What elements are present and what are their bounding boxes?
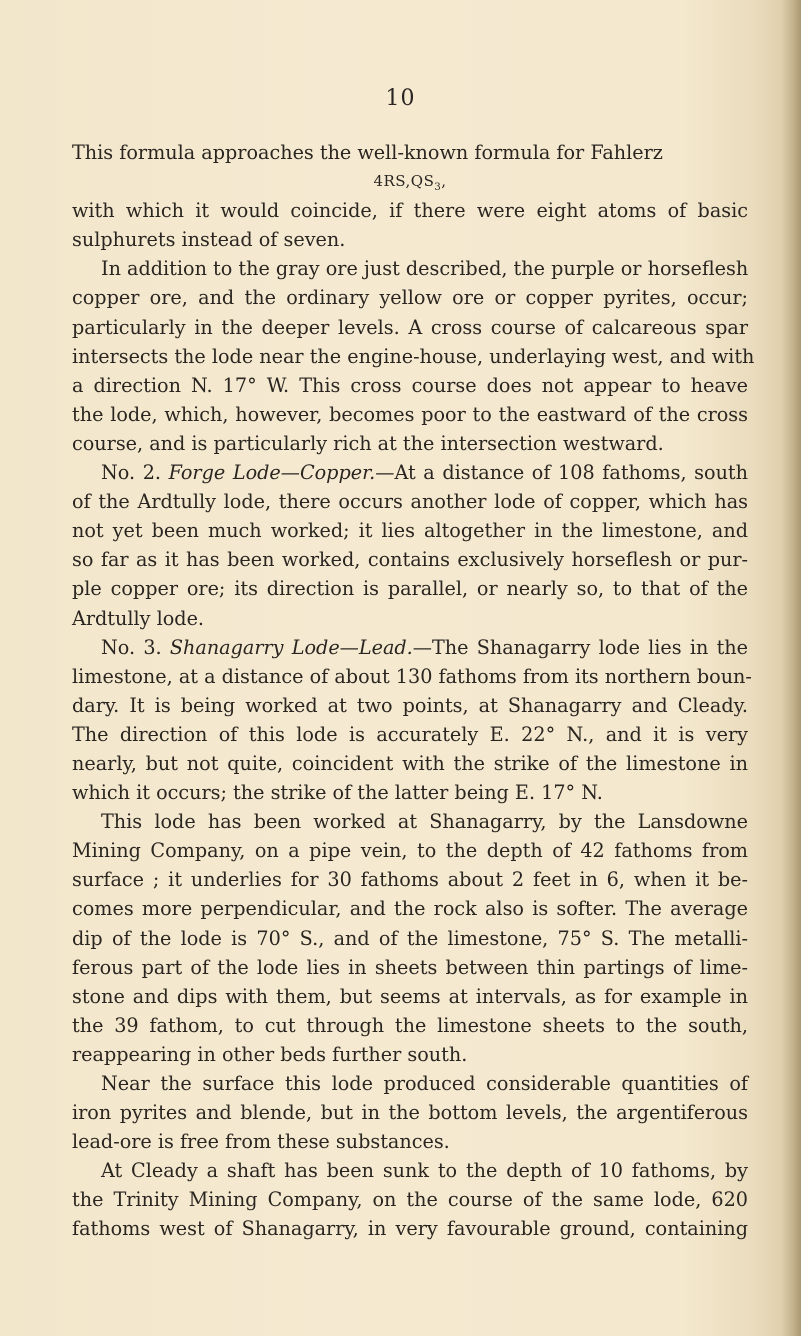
text-line xyxy=(72,458,748,487)
text-line xyxy=(72,982,748,1011)
line-text: the lode, which, however, becomes poor to the eastward of the cross xyxy=(72,402,748,426)
line-text: Mining Company, on a pipe vein, to the depth of 42 fathoms from xyxy=(72,839,748,863)
text-line xyxy=(72,283,748,312)
line-text: particularly in the deeper levels. A cross course of calcareous spar xyxy=(72,315,748,339)
line-text: At Cleady a shaft has been sunk to the depth of 10 fathoms, by xyxy=(101,1159,748,1183)
section-heading: Forge Lode—Copper. xyxy=(168,461,376,485)
line-text: dip of the lode is 70° S., and of the limestone, 75° S. The metalli- xyxy=(72,926,748,950)
line-text: the 39 fathom, to cut through the limestone sheets to the south, xyxy=(72,1013,748,1037)
text-line xyxy=(72,429,748,458)
line-text: surface ; it underlies for 30 fathoms about 2 feet in 6, when it be- xyxy=(72,868,748,892)
text-line xyxy=(72,662,752,691)
text-line xyxy=(72,400,748,429)
text-line xyxy=(72,1011,748,1040)
line-text: sulphurets instead of seven. xyxy=(72,228,346,252)
line-text: iron pyrites and blende, but in the bottom levels, the argentiferous xyxy=(72,1101,748,1125)
text-line xyxy=(72,1214,748,1243)
text-line xyxy=(72,1098,748,1127)
line-text: of the Ardtully lode, there occurs another lode of copper, which has xyxy=(72,490,748,514)
line-text: copper ore, and the ordinary yellow ore or copper pyrites, occur; xyxy=(72,286,748,310)
body-text xyxy=(72,138,755,1244)
text-line xyxy=(72,138,748,167)
line-text: —The Shanagarry lode lies in the xyxy=(412,635,749,659)
line-text: intersects the lode near the engine-house, underlaying west, and with xyxy=(72,344,755,368)
text-line xyxy=(72,807,748,836)
text-line xyxy=(72,1040,748,1069)
text-line xyxy=(72,691,748,720)
line-text: which it occurs; the strike of the latter being E. 17° N. xyxy=(72,781,603,805)
text-line xyxy=(72,196,748,225)
text-line xyxy=(72,313,748,342)
chemical-formula xyxy=(72,167,748,196)
text-line xyxy=(72,516,748,545)
line-text: —At a distance of 108 fathoms, south xyxy=(375,461,748,485)
line-text: comes more perpendicular, and the rock also is softer. The average xyxy=(72,897,748,921)
section-number: No. 2. xyxy=(101,461,169,485)
line-text: nearly, but not quite, coincident with the strike of the limestone in xyxy=(72,751,748,775)
line-text: stone and dips with them, but seems at intervals, as for example in xyxy=(72,984,748,1008)
text-line xyxy=(72,1069,748,1098)
line-text: with which it would coincide, if there were eight atoms of basic xyxy=(72,199,748,223)
text-line xyxy=(72,225,748,254)
formula-suffix: , xyxy=(441,172,447,191)
line-text: fathoms west of Shanagarry, in very favourable ground, containing xyxy=(72,1217,748,1241)
line-text: the Trinity Mining Company, on the course of the same lode, 620 xyxy=(72,1188,748,1212)
text-line xyxy=(72,953,748,982)
line-text: This formula approaches the well-known formula for Fahlerz xyxy=(72,141,663,164)
text-line xyxy=(72,604,748,633)
formula-subscript: 3 xyxy=(434,182,442,194)
page-number: 10 xyxy=(385,86,416,111)
line-text: a direction N. 17° W. This cross course does not appear to heave xyxy=(72,373,748,397)
line-text: ple copper ore; its direction is parallel, or nearly so, to that of the xyxy=(72,577,748,601)
line-text: course, and is particularly rich at the intersection westward. xyxy=(72,431,664,455)
text-line xyxy=(72,720,748,749)
line-text: The direction of this lode is accurately E. 22° N., and it is very xyxy=(72,722,748,746)
line-text: limestone, at a distance of about 130 fathoms from its northern boun- xyxy=(72,664,752,688)
text-line xyxy=(72,487,748,516)
line-text: ferous part of the lode lies in sheets between thin partings of lime- xyxy=(72,955,748,979)
line-text: not yet been much worked; it lies altogether in the limestone, and xyxy=(72,519,748,543)
text-line xyxy=(72,778,748,807)
line-text: Ardtully lode. xyxy=(72,606,205,630)
text-line xyxy=(72,633,748,662)
line-text: dary. It is being worked at two points, at Shanagarry and Cleady. xyxy=(72,693,748,717)
text-line xyxy=(72,1185,748,1214)
section-number: No. 3. xyxy=(101,635,170,659)
line-text: Near the surface this lode produced considerable quantities of xyxy=(101,1072,748,1095)
text-line xyxy=(72,574,748,603)
text-line xyxy=(72,924,748,953)
text-line xyxy=(72,836,748,865)
text-line xyxy=(72,1156,748,1185)
text-line xyxy=(72,545,748,574)
text-line xyxy=(72,749,748,778)
text-line xyxy=(72,894,748,923)
text-line xyxy=(72,1127,748,1156)
page-edge-shadow xyxy=(781,0,801,1336)
line-text: reappearing in other beds further south. xyxy=(72,1042,468,1066)
line-text: This lode has been worked at Shanagarry, by the Lansdowne xyxy=(101,810,748,834)
line-text: so far as it has been worked, contains exclusively horseflesh or pur- xyxy=(72,548,748,572)
line-text: lead-ore is free from these substances. xyxy=(72,1130,450,1154)
section-heading: Shanagarry Lode—Lead. xyxy=(169,635,413,659)
text-line xyxy=(72,371,748,400)
line-text: In addition to the gray ore just described, the purple or horseflesh xyxy=(101,257,749,281)
text-line xyxy=(72,342,755,371)
formula-main: 4RS,QS xyxy=(373,172,435,191)
text-line xyxy=(72,865,748,894)
text-line xyxy=(72,254,748,283)
